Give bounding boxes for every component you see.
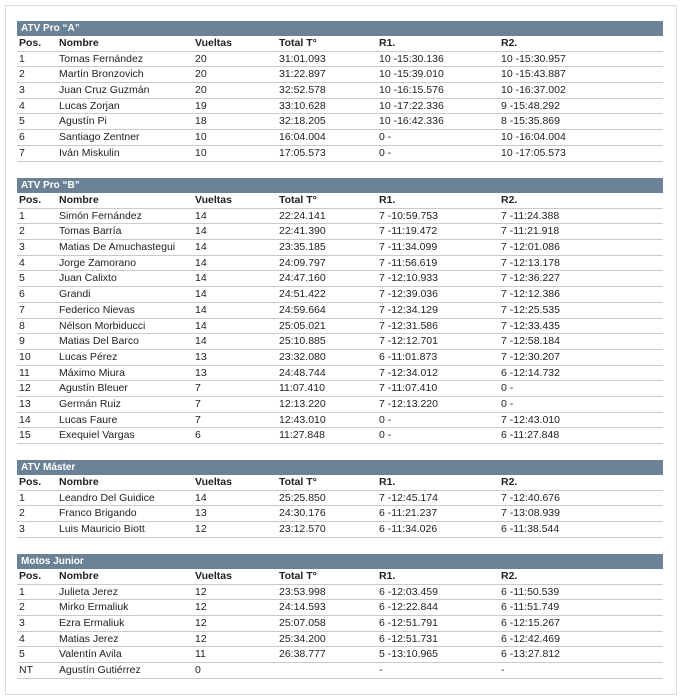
table-cell: 0 xyxy=(195,664,201,677)
table-cell: 10 -17:22.336 xyxy=(379,99,444,112)
table-cell: 24:30.176 xyxy=(279,507,326,520)
table-cell: 7 -12:34.012 xyxy=(379,366,438,379)
table-cell: 6 -12:22.844 xyxy=(379,601,438,614)
table-cell: 12 xyxy=(195,601,207,614)
table-cell: 11:27.848 xyxy=(279,429,325,442)
section-title: ATV Máster xyxy=(17,460,663,475)
table-cell: 1 xyxy=(19,209,25,222)
table-cell: 6 -11:27.848 xyxy=(501,429,560,442)
table-cell: 32:52.578 xyxy=(279,84,326,97)
table-cell: 3 xyxy=(19,241,25,254)
table-cell: 24:47.160 xyxy=(279,272,326,285)
table-cell: 9 -15:48.292 xyxy=(501,99,560,112)
table-cell: 7 -12:25.535 xyxy=(501,303,560,316)
table-cell: 24:51.422 xyxy=(279,288,326,301)
table-row xyxy=(17,366,663,382)
table-cell: 12 xyxy=(195,585,207,598)
table-cell: 20 xyxy=(195,84,207,97)
table-cell: 10 -15:30.957 xyxy=(501,52,566,65)
table-cell: 0 - xyxy=(501,382,514,395)
table-row xyxy=(17,83,663,99)
table-cell: 13 xyxy=(195,507,207,520)
table-cell: 11 xyxy=(195,648,206,661)
table-cell: 7 -12:01.086 xyxy=(501,241,560,254)
table-cell: 22:24.141 xyxy=(279,209,326,222)
table-cell: 14 xyxy=(19,413,31,426)
table-cell: Juan Calixto xyxy=(59,272,117,285)
table-cell: 7 -13:08.939 xyxy=(501,507,560,520)
table-cell: 7 -12:30.207 xyxy=(501,350,560,363)
table-cell: 7 -11:56.619 xyxy=(379,256,438,269)
column-header: Nombre xyxy=(59,37,99,49)
section-title: ATV Pro “A” xyxy=(17,21,663,36)
column-header: Nombre xyxy=(59,194,99,206)
table-cell: 8 -15:35.869 xyxy=(501,115,560,128)
table-cell: 6 -11:50.539 xyxy=(501,585,560,598)
table-row xyxy=(17,522,663,538)
table-cell: 7 -12:31.586 xyxy=(379,319,438,332)
table-cell: 6 -12:51.731 xyxy=(379,632,438,645)
table-header-row xyxy=(17,193,663,209)
table-cell: Matias De Amuchastegui xyxy=(59,241,176,254)
table-cell: 15 xyxy=(19,429,31,442)
table-cell: 23:32.080 xyxy=(279,350,326,363)
table-cell: Jorge Zamorano xyxy=(59,256,137,269)
table-cell: Leandro Del Guidice xyxy=(59,491,155,504)
table-cell: Exequiel Vargas xyxy=(59,429,135,442)
results-section xyxy=(17,21,663,162)
table-cell: 7 -10:59.753 xyxy=(379,209,438,222)
table-cell: 10 -16:42.336 xyxy=(379,115,444,128)
table-cell: 7 -12:12.386 xyxy=(501,288,560,301)
table-row xyxy=(17,632,663,648)
table-cell: Santiago Zentner xyxy=(59,131,140,144)
table-row xyxy=(17,663,663,679)
results-section xyxy=(17,460,663,538)
table-cell: 7 xyxy=(195,382,201,395)
column-header: Total T° xyxy=(279,476,317,488)
table-cell: 0 - xyxy=(379,413,392,426)
table-cell: 1 xyxy=(19,491,25,504)
table-cell: 12 xyxy=(195,523,207,536)
table-cell: 14 xyxy=(195,319,207,332)
table-cell: 24:59.664 xyxy=(279,303,326,316)
table-row xyxy=(17,491,663,507)
table-cell: 3 xyxy=(19,523,25,536)
table-cell: 13 xyxy=(195,366,207,379)
table-row xyxy=(17,319,663,335)
table-cell: 5 xyxy=(19,648,25,661)
table-cell: 16:04.004 xyxy=(279,131,326,144)
table-cell: 2 xyxy=(19,225,25,238)
table-cell: 7 -12:40.676 xyxy=(501,491,560,504)
table-row xyxy=(17,209,663,225)
table-cell: 7 -12:13.220 xyxy=(379,397,438,410)
table-cell: 6 -12:14.732 xyxy=(501,366,560,379)
table-cell: 0 - xyxy=(501,397,514,410)
table-cell: 7 -11:07.410 xyxy=(379,382,438,395)
column-header: Vueltas xyxy=(195,570,232,582)
column-header: Total T° xyxy=(279,194,317,206)
table-cell: 4 xyxy=(19,632,25,645)
table-cell: 9 xyxy=(19,335,25,348)
table-cell: 10 -15:39.010 xyxy=(379,68,444,81)
table-cell: 10 -16:15.576 xyxy=(379,84,444,97)
table-row xyxy=(17,256,663,272)
table-cell: 7 -12:34.129 xyxy=(379,303,438,316)
table-cell: 7 -11:24.388 xyxy=(501,209,560,222)
table-cell: 7 -12:13.178 xyxy=(501,256,560,269)
table-row xyxy=(17,428,663,444)
table-cell: 13 xyxy=(195,350,207,363)
table-cell: 4 xyxy=(19,256,25,269)
table-cell: 3 xyxy=(19,617,25,630)
column-header: R1. xyxy=(379,37,396,49)
table-cell: Juan Cruz Guzmán xyxy=(59,84,150,97)
table-cell: Lucas Faure xyxy=(59,413,118,426)
table-cell: 7 xyxy=(195,397,201,410)
table-cell: 10 xyxy=(195,131,207,144)
table-row xyxy=(17,240,663,256)
table-cell: Julieta Jerez xyxy=(59,585,118,598)
table-cell: 10 -15:43.887 xyxy=(501,68,566,81)
table-cell: 31:01.093 xyxy=(279,52,326,65)
table-cell: 0 - xyxy=(379,146,392,159)
table-cell: 8 xyxy=(19,319,25,332)
table-cell: 14 xyxy=(195,335,207,348)
table-cell: 7 xyxy=(19,146,25,159)
table-cell: Franco Brigando xyxy=(59,507,137,520)
table-cell: 7 -11:21.918 xyxy=(501,225,560,238)
table-cell: 23:12.570 xyxy=(279,523,326,536)
table-row xyxy=(17,130,663,146)
column-header: Pos. xyxy=(19,194,42,206)
column-header: Pos. xyxy=(19,570,42,582)
column-header: Nombre xyxy=(59,476,99,488)
table-cell: 24:14.593 xyxy=(279,601,326,614)
table-cell: 7 -12:45.174 xyxy=(379,491,438,504)
table-cell: NT xyxy=(19,664,33,677)
table-cell: 6 -12:03.459 xyxy=(379,585,438,598)
table-cell: 31:22.897 xyxy=(279,68,326,81)
table-cell: Tomas Fernández xyxy=(59,52,144,65)
column-header: R2. xyxy=(501,194,518,206)
table-cell: 6 -11:21.237 xyxy=(379,507,438,520)
table-cell: 14 xyxy=(195,288,207,301)
column-header: Vueltas xyxy=(195,476,232,488)
table-cell: 12:13.220 xyxy=(279,397,326,410)
table-cell: 10 -16:37.002 xyxy=(501,84,566,97)
table-cell: Grandi xyxy=(59,288,91,301)
table-cell: 2 xyxy=(19,68,25,81)
column-header: Pos. xyxy=(19,37,42,49)
table-cell: 12 xyxy=(19,382,31,395)
table-cell: - xyxy=(501,664,505,677)
table-cell: 7 xyxy=(19,303,25,316)
table-cell: 20 xyxy=(195,52,207,65)
table-cell: Federico Nievas xyxy=(59,303,135,316)
column-header: R1. xyxy=(379,194,396,206)
column-header: Vueltas xyxy=(195,37,232,49)
table-cell: 4 xyxy=(19,99,25,112)
table-row xyxy=(17,271,663,287)
table-row xyxy=(17,647,663,663)
table-header-row xyxy=(17,569,663,585)
table-cell: 14 xyxy=(195,491,207,504)
table-cell: 6 -12:51.791 xyxy=(379,617,438,630)
table-cell: 14 xyxy=(195,256,207,269)
table-cell: 20 xyxy=(195,68,207,81)
table-cell: 10 xyxy=(195,146,207,159)
table-row xyxy=(17,413,663,429)
table-cell: Valentín Avila xyxy=(59,648,122,661)
table-cell: 23:35.185 xyxy=(279,241,326,254)
table-cell: 18 xyxy=(195,115,207,128)
table-cell: 2 xyxy=(19,507,25,520)
table-cell: Germán Ruiz xyxy=(59,397,121,410)
table-cell: 33:10.628 xyxy=(279,99,326,112)
table-cell: Lucas Zorjan xyxy=(59,99,120,112)
table-cell: 1 xyxy=(19,52,25,65)
table-row xyxy=(17,397,663,413)
table-cell: Nélson Morbiducci xyxy=(59,319,146,332)
table-cell: 7 -12:58.184 xyxy=(501,335,560,348)
table-cell: 14 xyxy=(195,272,207,285)
column-header: R1. xyxy=(379,570,396,582)
table-cell: 7 -12:10.933 xyxy=(379,272,438,285)
table-cell: 1 xyxy=(19,585,25,598)
table-row xyxy=(17,334,663,350)
table-header-row xyxy=(17,36,663,52)
column-header: R2. xyxy=(501,570,518,582)
column-header: Pos. xyxy=(19,476,42,488)
table-cell: 11 xyxy=(19,366,30,379)
table-row xyxy=(17,600,663,616)
table-cell: 7 -12:36.227 xyxy=(501,272,560,285)
table-row xyxy=(17,303,663,319)
table-row xyxy=(17,616,663,632)
column-header: R2. xyxy=(501,476,518,488)
table-cell: 10 -15:30.136 xyxy=(379,52,444,65)
table-cell: 5 xyxy=(19,272,25,285)
table-cell: 14 xyxy=(195,303,207,316)
table-row xyxy=(17,585,663,601)
column-header: Total T° xyxy=(279,570,317,582)
table-cell: 6 -11:51.749 xyxy=(501,601,560,614)
table-cell: 6 xyxy=(19,131,25,144)
table-cell: 25:05.021 xyxy=(279,319,326,332)
table-row xyxy=(17,52,663,68)
table-cell: 12 xyxy=(195,632,207,645)
table-cell: 7 -12:12.701 xyxy=(379,335,438,348)
table-cell: 6 xyxy=(19,288,25,301)
table-cell: 10 xyxy=(19,350,31,363)
table-row xyxy=(17,381,663,397)
section-title: ATV Pro “B” xyxy=(17,178,663,193)
table-cell: 14 xyxy=(195,209,207,222)
table-cell: Agustín Gutiérrez xyxy=(59,664,141,677)
table-cell: Luis Mauricio Biott xyxy=(59,523,145,536)
table-cell: 6 -12:15.267 xyxy=(501,617,560,630)
table-cell: 0 - xyxy=(379,131,392,144)
table-cell: 22:41.390 xyxy=(279,225,326,238)
table-row xyxy=(17,506,663,522)
table-header-row xyxy=(17,475,663,491)
column-header: R1. xyxy=(379,476,396,488)
table-cell: 7 -12:39.036 xyxy=(379,288,438,301)
table-cell: Tomas Barría xyxy=(59,225,122,238)
table-cell: 17:05.573 xyxy=(279,146,326,159)
table-cell: Iván Miskulin xyxy=(59,146,120,159)
table-cell: 14 xyxy=(195,241,207,254)
table-row xyxy=(17,114,663,130)
table-cell: 2 xyxy=(19,601,25,614)
table-cell: 6 -11:38.544 xyxy=(501,523,560,536)
table-cell: Matias Del Barco xyxy=(59,335,139,348)
table-cell: 25:10.885 xyxy=(279,335,326,348)
table-row xyxy=(17,350,663,366)
table-cell: 23:53.998 xyxy=(279,585,326,598)
table-cell: 6 -11:01.873 xyxy=(379,350,438,363)
table-cell: 6 -13:27.812 xyxy=(501,648,560,661)
table-cell: 7 -11:34.099 xyxy=(379,241,438,254)
table-cell: 13 xyxy=(19,397,31,410)
table-cell: 6 xyxy=(195,429,201,442)
table-row xyxy=(17,67,663,83)
table-cell: 6 -12:42.469 xyxy=(501,632,560,645)
table-cell: Lucas Pérez xyxy=(59,350,118,363)
results-section xyxy=(17,554,663,679)
column-header: Nombre xyxy=(59,570,99,582)
table-cell: 10 -17:05.573 xyxy=(501,146,566,159)
table-cell: 6 -11:34.026 xyxy=(379,523,438,536)
table-cell: 25:34.200 xyxy=(279,632,326,645)
column-header: R2. xyxy=(501,37,518,49)
table-cell: 12:43.010 xyxy=(279,413,326,426)
table-cell: 14 xyxy=(195,225,207,238)
table-cell: 7 -12:43.010 xyxy=(501,413,560,426)
table-cell: 11:07.410 xyxy=(279,382,325,395)
table-row xyxy=(17,287,663,303)
table-cell: Máximo Miura xyxy=(59,366,125,379)
table-cell: Ezra Ermaliuk xyxy=(59,617,125,630)
table-cell: 7 -12:33.435 xyxy=(501,319,560,332)
table-cell: 26:38.777 xyxy=(279,648,326,661)
table-cell: Simón Fernández xyxy=(59,209,142,222)
table-row xyxy=(17,224,663,240)
table-cell: Martín Bronzovich xyxy=(59,68,144,81)
table-cell: Mirko Ermaliuk xyxy=(59,601,129,614)
column-header: Total T° xyxy=(279,37,317,49)
table-row xyxy=(17,146,663,162)
table-cell: 25:25.850 xyxy=(279,491,326,504)
table-cell: 24:09.797 xyxy=(279,256,326,269)
table-cell: Matias Jerez xyxy=(59,632,119,645)
table-cell: 0 - xyxy=(379,429,392,442)
table-cell: 24:48.744 xyxy=(279,366,326,379)
table-cell: Agustín Pi xyxy=(59,115,107,128)
section-title: Motos Junior xyxy=(17,554,663,569)
column-header: Vueltas xyxy=(195,194,232,206)
table-cell: - xyxy=(379,664,383,677)
table-row xyxy=(17,99,663,115)
table-cell: 10 -16:04.004 xyxy=(501,131,566,144)
table-cell: 5 xyxy=(19,115,25,128)
table-cell: 5 -13:10.965 xyxy=(379,648,438,661)
table-cell: 3 xyxy=(19,84,25,97)
table-cell: Agustín Bleuer xyxy=(59,382,128,395)
table-cell: 25:07.058 xyxy=(279,617,326,630)
table-cell: 7 -11:19.472 xyxy=(379,225,438,238)
results-section xyxy=(17,178,663,444)
table-cell: 32:18.205 xyxy=(279,115,326,128)
table-cell: 19 xyxy=(195,99,207,112)
table-cell: 7 xyxy=(195,413,201,426)
table-cell: 12 xyxy=(195,617,207,630)
